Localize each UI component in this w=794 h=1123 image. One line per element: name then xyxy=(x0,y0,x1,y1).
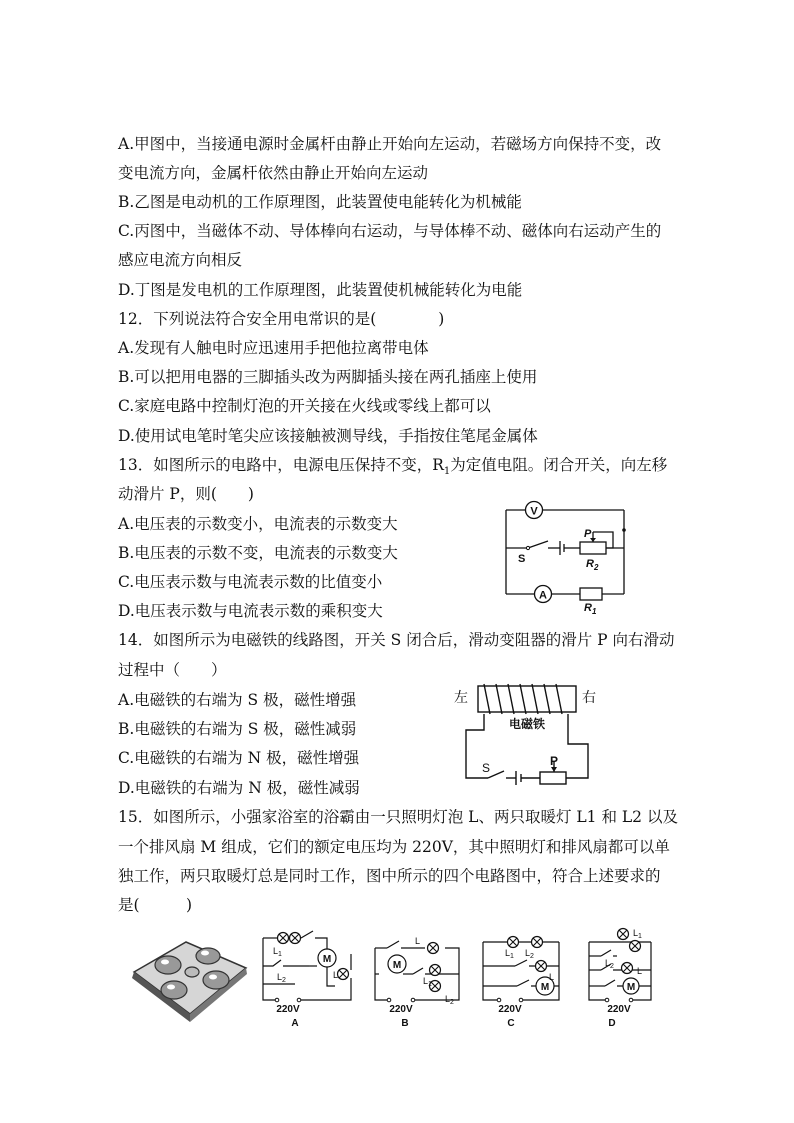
q15-b-l2-label: $L_2$ xyxy=(445,994,454,1006)
q15-a-l1-label: $L_1$ xyxy=(273,946,282,958)
q15-d-l2-label: $L_2$ xyxy=(605,958,614,970)
q15-a-lamp-2 xyxy=(290,933,301,944)
q15-d-lamp-l xyxy=(622,963,633,974)
q15-stem-line2: 一个排风扇 M 组成，它们的额定电压均为 220V，其中照明灯和排风扇都可以单 xyxy=(118,838,670,856)
q13-r2-label: $R_2$ xyxy=(586,558,599,572)
q12-stem: 12．下列说法符合安全用电常识的是( ) xyxy=(118,310,445,328)
q15-b-lamp-l1 xyxy=(430,965,441,976)
q13-option-d: D.电压表示数与电流表示数的乘积变大 xyxy=(118,602,383,620)
q15-c-voltage: 220V xyxy=(498,1004,522,1015)
q12-option-b: B.可以把用电器的三脚插头改为两脚插头接在两孔插座上使用 xyxy=(118,368,538,386)
q15-label-c: C xyxy=(507,1018,515,1029)
q15-b-l-label: L xyxy=(415,936,421,946)
q11-option-c-line2: 感应电流方向相反 xyxy=(118,251,243,269)
q13-switch-label: S xyxy=(518,553,526,565)
q13-ammeter-label: A xyxy=(539,589,547,602)
q15-c-l2-label: $L_2$ xyxy=(525,948,534,960)
q14-electromagnet-diagram xyxy=(452,676,608,786)
q15-c-l-label: L xyxy=(549,972,555,982)
q11-option-d: D.丁图是发电机的工作原理图，此装置使机械能转化为电能 xyxy=(118,281,523,299)
q11-option-a-line1: A.甲图中，当接通电源时金属杆由静止开始向左运动，若磁场方向保持不变，改 xyxy=(118,135,662,153)
q15-b-voltage: 220V xyxy=(389,1004,413,1015)
q15-d-l1-label: $L_1$ xyxy=(633,928,642,940)
q14-option-c: C.电磁铁的右端为 N 极，磁性增强 xyxy=(118,749,360,767)
q15-d-motor-label: M xyxy=(626,982,636,993)
q13-option-a: A.电压表的示数变小，电流表的示数变大 xyxy=(118,515,398,533)
q13-voltmeter-label: V xyxy=(530,505,538,518)
q14-switch-label: S xyxy=(482,761,491,775)
q15-label-d: D xyxy=(608,1018,616,1029)
q11-option-b: B.乙图是电动机的工作原理图，此装置使电能转化为机械能 xyxy=(118,193,522,211)
q13-option-b: B.电压表的示数不变，电流表的示数变大 xyxy=(118,544,398,562)
q13-stem-line2: 动滑片 P，则( ) xyxy=(118,485,254,503)
q12-option-c: C.家庭电路中控制灯泡的开关接在火线或零线上都可以 xyxy=(118,397,491,415)
q15-a-lamp-3 xyxy=(338,969,349,980)
q11-option-c-line1: C.丙图中，当磁体不动、导体棒向右运动，与导体棒不动、磁体向右运动产生的 xyxy=(118,222,662,240)
q13-circuit-diagram xyxy=(498,490,638,616)
q13-r1-label: $R_1$ xyxy=(584,602,597,616)
q15-circuit-b xyxy=(375,941,459,1000)
q15-a-l-label: L xyxy=(333,970,339,980)
q14-stem-line2: 过程中（ ） xyxy=(118,661,227,679)
q15-a-l2-label: $L_2$ xyxy=(277,972,286,984)
q14-stem-line1: 14．如图所示为电磁铁的线路图，开关 S 闭合后，滑动变阻器的滑片 P 向右滑动 xyxy=(118,631,675,649)
q15-d-voltage: 220V xyxy=(607,1004,631,1015)
q14-right-label: 右 xyxy=(582,689,596,705)
q15-c-lamp-l2 xyxy=(532,937,543,948)
q14-option-a: A.电磁铁的右端为 S 极，磁性增强 xyxy=(118,691,357,709)
q15-b-lamp-l xyxy=(428,943,439,954)
q15-d-lamp-l2 xyxy=(630,941,641,952)
q14-option-d: D.电磁铁的右端为 N 极，磁性减弱 xyxy=(118,779,360,797)
q15-circuit-options xyxy=(255,922,655,1030)
q13-option-c: C.电压表示数与电流表示数的比值变小 xyxy=(118,573,383,591)
q15-label-b: B xyxy=(401,1018,409,1029)
q13-stem-line1: 13．如图所示的电路中，电源电压保持不变，$R_1$为定值电阻。闭合开关，向左移 xyxy=(118,456,668,478)
q11-option-a-line2: 变电流方向，金属杆依然由静止开始向左运动 xyxy=(118,164,429,182)
q14-core-label: 电磁铁 xyxy=(508,717,546,731)
q15-a-lamp-1 xyxy=(278,933,289,944)
q15-stem-line1: 15．如图所示，小强家浴室的浴霸由一只照明灯泡 L、两只取暖灯 L1 和 L2 以及 xyxy=(118,808,678,826)
q15-a-motor-label: M xyxy=(322,954,332,965)
q14-slider-label: P xyxy=(550,754,559,768)
q12-option-a: A.发现有人触电时应迅速用手把他拉离带电体 xyxy=(118,339,429,357)
q15-stem-line3: 独工作，两只取暖灯总是同时工作，图中所示的四个电路图中，符合上述要求的 xyxy=(118,867,661,885)
q15-d-lamp-l1 xyxy=(618,929,629,940)
q15-d-l-label: L xyxy=(637,966,643,976)
q13-slider-label: P xyxy=(584,528,592,540)
q15-b-motor-label: M xyxy=(392,960,402,971)
q15-stem-line4: 是( ) xyxy=(118,896,193,914)
q14-option-b: B.电磁铁的右端为 S 极，磁性减弱 xyxy=(118,720,357,738)
q14-left-label: 左 xyxy=(454,689,468,705)
q15-c-lamp-l xyxy=(536,961,547,972)
q15-c-lamp-l1 xyxy=(508,937,519,948)
bath-heater-photo xyxy=(128,932,250,1024)
q15-label-a: A xyxy=(291,1018,299,1029)
q15-a-voltage: 220V xyxy=(276,1004,300,1015)
q15-b-l1-label: $L_1$ xyxy=(423,976,432,988)
q15-c-motor-label: M xyxy=(540,982,550,993)
q15-c-l1-label: $L_1$ xyxy=(505,948,514,960)
q15-circuit-a xyxy=(263,931,351,1000)
q12-option-d: D.使用试电笔时笔尖应该接触被测导线，手指按住笔尾金属体 xyxy=(118,427,538,445)
